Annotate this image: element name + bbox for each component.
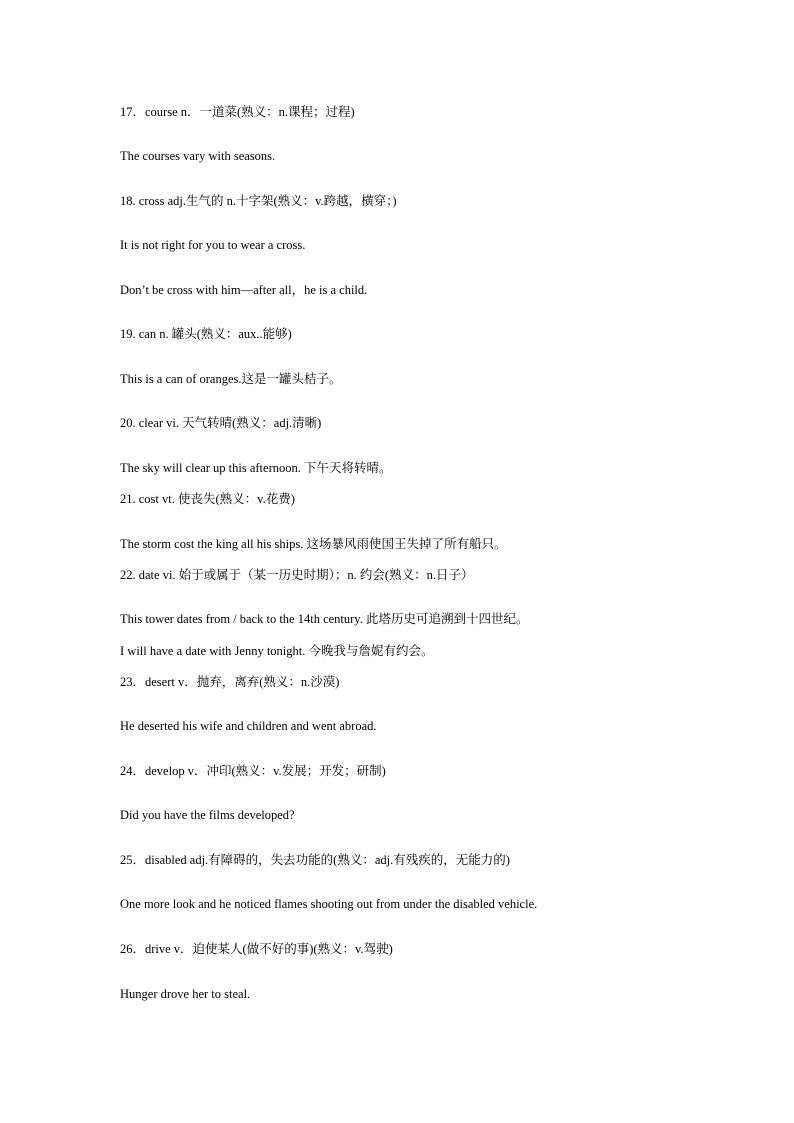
entry-21-example: The storm cost the king all his ships. 这场暴风雨使国王失掉了所有船只。: [120, 537, 507, 551]
entry-19-example: This is a can of oranges.这是一罐头桔子。: [120, 372, 342, 386]
entry-18-heading: 18. cross adj.生气的 n.十字架(熟义：v.跨越，横穿；): [120, 194, 397, 208]
entry-22-heading: 22. date vi. 始于或属于（某一历史时期）；n. 约会(熟义：n.日子）: [120, 568, 474, 582]
entry-22-example-2: I will have a date with Jenny tonight. 今晚我与詹妮有约会。: [120, 644, 434, 658]
entry-25-heading: 25．disabled adj.有障碍的，失去功能的(熟义：adj.有残疾的，无能力的): [120, 853, 510, 867]
entry-18-example-2: Don’t be cross with him—after all，he is a child.: [120, 283, 368, 297]
entry-26-example: Hunger drove her to steal.: [120, 987, 251, 1001]
entry-19-heading: 19. can n. 罐头(熟义：aux..能够): [120, 327, 292, 341]
entry-23-example: He deserted his wife and children and went abroad.: [120, 719, 377, 733]
entry-18-example-1: It is not right for you to wear a cross.: [120, 238, 306, 252]
entry-22-example-1: This tower dates from / back to the 14th century. 此塔历史可追溯到十四世纪。: [120, 612, 529, 626]
entry-17-heading: 17．course n．一道菜(熟义：n.课程；过程): [120, 105, 355, 119]
entry-20-heading: 20. clear vi. 天气转晴(熟义：adj.清晰): [120, 416, 322, 430]
entry-24-heading: 24．develop v．冲印(熟义：v.发展；开发；研制): [120, 764, 386, 778]
entry-17-example: The courses vary with seasons.: [120, 149, 276, 163]
entry-20-example: The sky will clear up this afternoon. 下午天将转晴。: [120, 461, 392, 475]
entry-23-heading: 23．desert v．抛弃，离弃(熟义：n.沙漠): [120, 675, 340, 689]
entry-24-example: Did you have the films developed?: [120, 808, 295, 822]
entry-21-heading: 21. cost vt. 使丧失(熟义：v.花费): [120, 492, 295, 506]
entry-25-example: One more look and he noticed flames shooting out from under the disabled vehicle.: [120, 897, 538, 911]
entry-26-heading: 26．drive v．迫使某人(做不好的事)(熟义：v.驾驶): [120, 942, 393, 956]
